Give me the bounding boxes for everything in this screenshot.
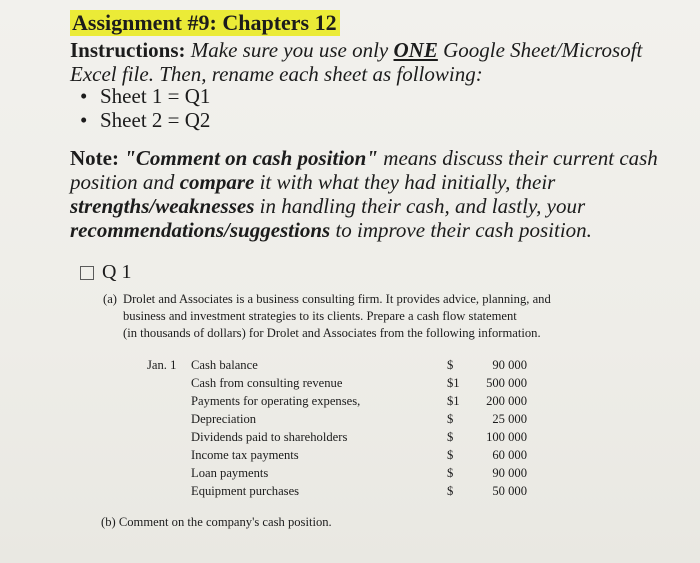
instructions-emphasis: ONE xyxy=(393,38,438,62)
part-a-line-1: Drolet and Associates is a business consulting firm. It provides advice, planning, and xyxy=(123,292,551,306)
part-a-paragraph xyxy=(103,291,623,342)
table-row xyxy=(147,430,527,448)
instructions-label: Instructions: xyxy=(70,38,186,62)
row-amount: 90 000 xyxy=(492,466,527,480)
part-b-label: (b) xyxy=(101,515,116,529)
row-amount: 200 000 xyxy=(486,394,527,408)
row-currency: $ xyxy=(447,430,454,444)
row-amount: 500 000 xyxy=(486,376,527,390)
note-text-2: it with what they had initially, their xyxy=(259,170,556,194)
question-1-title: Q 1 xyxy=(102,261,132,283)
row-item: Equipment purchases xyxy=(191,484,300,498)
part-a-line-2: business and investment strategies to its clients. Prepare a cash flow statement xyxy=(123,309,517,323)
part-a-label: (a) xyxy=(103,292,117,306)
table-row xyxy=(147,376,527,394)
checkbox-icon xyxy=(80,266,94,280)
table-row xyxy=(147,358,527,376)
note-compare: compare xyxy=(179,170,255,194)
note-paragraph xyxy=(70,146,690,242)
list-item-text: Sheet 1 = Q1 xyxy=(100,84,211,108)
note-strengths: strengths/weaknesses xyxy=(70,194,255,218)
note-text-4: to improve their cash position. xyxy=(335,218,592,242)
table-row xyxy=(147,484,527,502)
note-text-3: in handling their cash, and lastly, your xyxy=(259,194,586,218)
row-item: Payments for operating expenses, xyxy=(191,394,361,408)
assignment-title: Assignment #9: Chapters 12 xyxy=(70,10,340,36)
row-date: Jan. 1 xyxy=(147,358,177,372)
part-b-text: Comment on the company's cash position. xyxy=(118,515,332,529)
row-amount: 50 000 xyxy=(492,484,527,498)
row-currency: $ xyxy=(447,448,454,462)
list-item-text: Sheet 2 = Q2 xyxy=(100,108,211,132)
note-quote: "Comment on cash position" xyxy=(124,146,379,170)
row-currency: $ xyxy=(447,466,454,480)
row-currency: $1 xyxy=(447,394,460,408)
row-amount: 60 000 xyxy=(492,448,527,462)
list-item xyxy=(80,84,210,108)
row-currency: $1 xyxy=(447,376,460,390)
row-item: Loan payments xyxy=(191,466,269,480)
instructions-paragraph xyxy=(70,38,690,86)
list-item xyxy=(80,108,210,132)
table-row xyxy=(147,412,527,430)
table-row xyxy=(147,394,527,412)
cash-flow-data-table xyxy=(147,358,527,502)
part-a-line-3: (in thousands of dollars) for Drolet and Associates from the following information. xyxy=(123,326,541,340)
sheet-rename-list xyxy=(80,84,210,132)
row-amount: 90 000 xyxy=(492,358,527,372)
question-1-heading xyxy=(80,261,131,284)
row-amount: 100 000 xyxy=(486,430,527,444)
row-amount: 25 000 xyxy=(492,412,527,426)
instructions-text-2: Google Sheet/Microsoft Excel file. Then, rename each sheet as following: xyxy=(70,38,643,86)
instructions-text-1: Make sure you use only xyxy=(190,38,389,62)
part-b-paragraph xyxy=(101,515,332,530)
table-row xyxy=(147,448,527,466)
note-label: Note: xyxy=(70,146,119,170)
row-item: Cash balance xyxy=(191,358,258,372)
row-currency: $ xyxy=(447,358,454,372)
row-item: Cash from consulting revenue xyxy=(191,376,343,390)
row-currency: $ xyxy=(447,484,454,498)
note-recommendations: recommendations/suggestions xyxy=(70,218,331,242)
row-currency: $ xyxy=(447,412,454,426)
row-item: Dividends paid to shareholders xyxy=(191,430,348,444)
note-text-1: means discuss their current cash position and xyxy=(70,146,658,194)
row-item: Depreciation xyxy=(191,412,257,426)
bullet-icon: • xyxy=(80,84,88,108)
table-row xyxy=(147,466,527,484)
row-item: Income tax payments xyxy=(191,448,299,462)
bullet-icon: • xyxy=(80,108,88,132)
